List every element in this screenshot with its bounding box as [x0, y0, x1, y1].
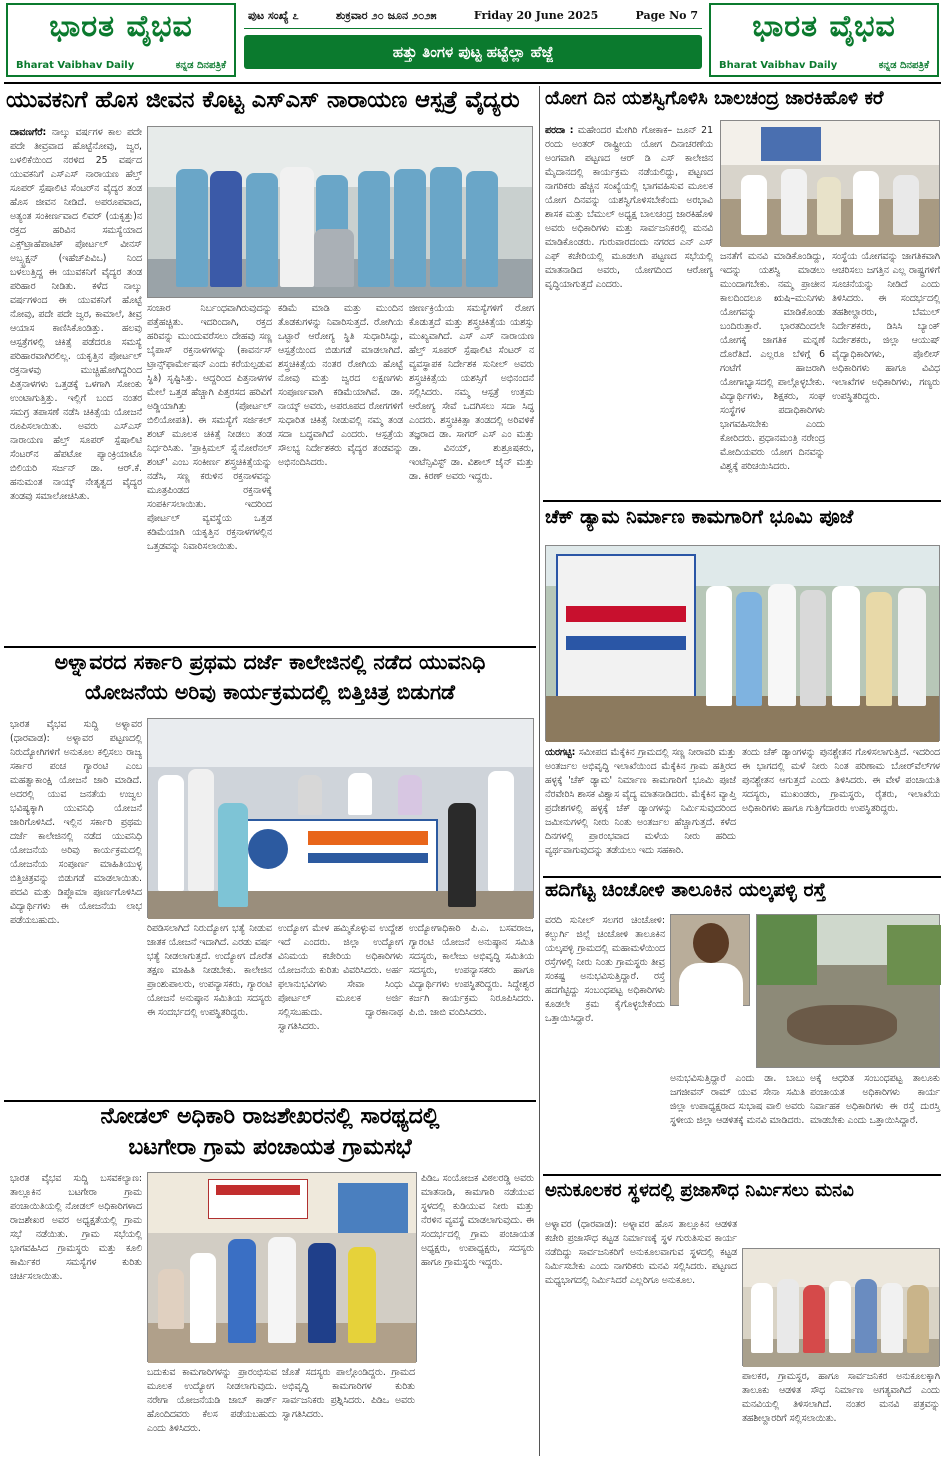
- a6-bottom-rule: [543, 1174, 941, 1176]
- logo-en: Bharat Vaibhav Daily: [16, 60, 135, 71]
- a5-body-col3: ಜೊತೆ ಸದಸ್ಯರು ಪಾಲ್ಗೊಂಡಿದ್ದರು. ಗ್ರಾಮದ ಅಭಿವೃದ್ಧಿ ಕಾಮಗಾರಿಗಳ ಕುರಿತು ಸಾರ್ವಜನಿಕರು ಪ್ರಶ್ನಿಸಿದರು. ಪಿಡಿಒ ಅವರು ಸ್ವಾಗತಿಸಿದರು.: [282, 1367, 415, 1420]
- a2-text-col1: ಮಹೇಂದರ ಮೇಗಿರಿ ಗೋಕಾಕ– ಜೂನ್ 21 ರಂದು ಅಂತರ್ ರಾಷ್ಟ್ರೀಯ ಯೋಗ ದಿನಾಚರಣೆಯ ಅಂಗವಾಗಿ ಪಟ್ಟಣದ ಆರ್ ಡಿ ಎಸ್ ಕಾಲೇಜಿನ ಮೈದಾನದಲ್ಲಿ ಕಾರ್ಯಕ್ರಮ ನಡೆಯಲಿದ್ದು, ಪಟ್ಟಣದ ನಾಗರಿಕರು ಹೆಚ್ಚಿನ ಸಂಖ್ಯೆಯಲ್ಲಿ ಭಾಗವಹಿಸುವ ಮೂಲಕ ಯೋಗ ದಿನವನ್ನು ಯಶಸ್ವಿಗೊಳಿಸಬೇಕೆಂದು ಅರಭಾವಿ ಶಾಸಕ ಮತ್ತು ಬೆಮುಲ್ ಅಧ್ಯಕ್ಷ ಬಾಲಚಂದ್ರ ಜಾರಕಿಹೊಳಿ ಅವರು ಅಧಿಕಾರಿಗಳು ಮತ್ತು ಸಾರ್ವಜನಿಕರಲ್ಲಿ ಮನವಿ ಮಾಡಿಕೊಂಡರು. ಗುರುವಾರದಂದು ನಗರದ ಎನ್ ಎಸ್ ಎಫ್ ಕಚೇರಿಯಲ್ಲಿ ಮೂಡಲಗಿ ಪಟ್ಟಣದ ಸಭೆಯಲ್ಲಿ ಮಾತನಾಡಿದ ಅವರು, ಯೋಗದಿಂದ ಆರೋಗ್ಯ ವೃದ್ಧಿಯಾಗುತ್ತದೆ ಎಂದರು.: [545, 125, 713, 290]
- a1-photo-doctors: [147, 126, 533, 298]
- a7-headline: ಅನುಕೂಲಕರ ಸ್ಥಳದಲ್ಲಿ ಪ್ರಜಾಸೌಧ ನಿರ್ಮಿಸಲು ಮನವಿ: [545, 1180, 854, 1201]
- a1-body-col2: ಸಂಚಾರ ನಿರ್ಬಂಧವಾಗಿರುವುದನ್ನು ಪತ್ತೆಹಚ್ಚಿತು. ಇದರಿಂದಾಗಿ, ರಕ್ತದ ಹರಿವನ್ನು ಮುಂದುವರೆಸಲು ದೇಹವು ಸಣ್ಣ ಬೈಪಾಸ್ ರಕ್ತನಾಳಗಳನ್ನು (ಕಾವರ್ನಸ್ ಟ್ರಾನ್ಸ್‌ಫಾರ್ಮೇಷನ್ ಎಂದು ಕರೆಯಲ್ಪಡುವ ಸ್ಥಿತಿ) ಸೃಷ್ಟಿಸಿತ್ತು. ಆದ್ದರಿಂದ ಪಿತ್ತನಾಳಗಳ ಮೇಲೆ ಒತ್ತಡ ಹೆಚ್ಚಾಗಿ ಪಿತ್ತರಸದ ಹರಿವಿಗೆ ಅಡ್ಡಿಯಾಗಿತ್ತು (ಪೋರ್ಟಲ್ ಬಿಲಿಯೋಪತಿ). ಈ ಸಮಸ್ಯೆಗೆ ಸರ್ಜಿಕಲ್ ಶಂಟ್ ಮೂಲಕ ಚಿಕಿತ್ಸೆ ನೀಡಲು ತಂಡ ನಿರ್ಧರಿಸಿತು. 'ಪ್ರಾಕ್ಸಿಮಲ್ ಸ್ಪ್ಲೆನೋರೆನಲ್ ಶಂಟ್' ಎಂಬ ಸಂಕೀರ್ಣ ಶಸ್ತ್ರಚಿಕಿತ್ಸೆಯನ್ನು ನಡೆಸಿ, ಸಣ್ಣ ಕರುಳಿನ ರಕ್ತನಾಳವನ್ನು ಮೂತ್ರಪಿಂಡದ ರಕ್ತನಾಳಕ್ಕೆ ಸಂಪರ್ಕಿಸಲಾಯಿತು. ಇದರಿಂದ ಪೋರ್ಟಲ್ ವ್ಯವಸ್ಥೆಯ ಒತ್ತಡ ಕಡಿಮೆಯಾಗಿ ಯಕೃತ್ತಿನ ರಕ್ತನಾಳಗಳಲ್ಲಿನ ಒತ್ತಡವನ್ನು ನಿವಾರಿಸಲಾಯಿತು.: [147, 303, 272, 552]
- issue-number: ಪುಟ ಸಂಖ್ಯೆ ೭: [248, 8, 299, 22]
- a4-headline-line2: ಯೋಜನೆಯ ಅರಿವು ಕಾರ್ಯಕ್ರಮದಲ್ಲಿ ಬಿತ್ತಿಚಿತ್ರ ಬಿಡುಗಡೆ: [85, 680, 455, 704]
- a3-body-col2: ತಂದು ಚೆಕ್ ಡ್ಯಾಂಗಳನ್ನು ಪುನಶ್ಚೇತನ ಗೊಳಿಸಲಾಗುತ್ತಿದೆ. ಇದರಿಂದ ಈ ಭಾಗದಲ್ಲಿ ಮಳೆ ನೀರು ನಿಂತ ಪರಿಣಾಮ ಬೋರ್‌ವೆಲ್‌ಗಳ ಪುನಶ್ಚೇತನ ಆಗುತ್ತದೆ ಎಂದು ತಿಳಿಸಿದರು. ಈ ವೇಳೆ ಪಂಚಾಯತಿ ಸದಸ್ಯರು, ಮುಖಂಡರು, ಗ್ರಾಮಸ್ಥರು, ರೈತರು, ಇಲಾಖೆಯ ಅಧಿಕಾರಿಗಳು ಹಾಗೂ ಗುತ್ತಿಗೆದಾರರು ಉಪಸ್ಥಿತರಿದ್ದರು.: [742, 747, 940, 814]
- a3-body-col1: [545, 746, 736, 874]
- a6-body-col3: ಅಕ್ಕೆ ಆಧರಿತ ಸಂಬಂಧಪಟ್ಟ ತಾಲೂಕು ಪಂಚಾಯತ ಅಧಿಕಾರಿಗಳು ಕಾರ್ಯ ನಿರ್ವಾಹಕ ಅಧಿಕಾರಿಗಳು ಈ ರಸ್ತೆ ದುರಸ್ತಿ ಮಾಡಬೇಕು ಎಂದು ಒತ್ತಾಯಿಸಿದ್ದಾರೆ.: [810, 1073, 940, 1126]
- a2-body-col1: [545, 124, 713, 318]
- logo-en: Bharat Vaibhav Daily: [719, 60, 838, 71]
- a7-photo-petition: [742, 1248, 940, 1366]
- masthead: [0, 0, 945, 80]
- column-divider: [539, 86, 540, 1456]
- logo-kn: ಕನ್ನಡ ದಿನಪತ್ರಿಕೆ: [878, 60, 929, 71]
- a1-text-col1: ನಾಲ್ಕು ವರ್ಷಗಳ ಕಾಲ ಪದೇ ಪದೇ ತೀವ್ರವಾದ ಹೊಟ್ಟೆನೋವು, ಜ್ವರ, ಬಳಲಿಕೆಯಿಂದ ನರಳಿದ 25 ವರ್ಷದ ಯುವಕನಿಗೆ ಎಸ್‌ಎಸ್ ನಾರಾಯಣ ಹೆಲ್ತ್ ಸೂಪರ್ ಸ್ಪೆಷಾಲಿಟಿ ಸೆಂಟರ್‌ನ ವೈದ್ಯರ ತಂಡ ಹೊಸ ಜೀವನ ನೀಡಿದೆ. ಅಪರೂಪವಾದ, ಅತ್ಯಂತ ಸಂಕೀರ್ಣವಾದ ಲಿವರ್ (ಯಕೃತ್ತು)ನ ರಕ್ತದ ಹರಿವಿನ ಸಮಸ್ಯೆಯಾದ ಎಕ್ಸ್‌ಟ್ರಾಹೆಪಾಟಿಕ್ ಪೋರ್ಟಲ್ ವೀನಸ್ ಅಬ್ಸ್ಟ್ರಕ್ಷನ್ (ಇಹೆಚ್‌ಪಿವಿಒ) ನಿಂದ ಬಳಲುತ್ತಿದ್ದ ಈ ಯುವಕನಿಗೆ ವೈದ್ಯರ ತಂಡ ಪರಿಹಾರ ನೀಡಿತು. ಕಳೆದ ನಾಲ್ಕು ವರ್ಷಗಳಿಂದ ಈ ಯುವಕನಿಗೆ ಹೊಟ್ಟೆ ನೋವು, ಪದೇ ಪದೇ ಜ್ವರ, ಕಾಮಾಲೆ, ತೀವ್ರ ಆಯಾಸ ಕಾಣಿಸಿಕೊಂಡಿತ್ತು. ಹಲವು ಆಸ್ಪತ್ರೆಗಳಲ್ಲಿ ಚಿಕಿತ್ಸೆ ಪಡೆದರೂ ಸಮಸ್ಯೆ ಪರಿಹಾರವಾಗಿರಲಿಲ್ಲ. ಯಕೃತ್ತಿನ ಪೋರ್ಟಲ್ ರಕ್ತನಾಳವು ಮುಚ್ಚಿಹೋಗಿದ್ದರಿಂದ ಪಿತ್ತನಾಳಗಳು ಒತ್ತಡಕ್ಕೆ ಒಳಗಾಗಿ ಸೋಂಕು ಉಂಟಾಗುತ್ತಿತ್ತು. ಇಲ್ಲಿಗೆ ಬಂದ ನಂತರ ಸಮಗ್ರ ತಪಾಸಣೆ ನಡೆಸಿ ಚಿಕಿತ್ಸೆಯ ಯೋಜನೆ ರೂಪಿಸಲಾಯಿತು. ಅವರು ಎಸ್‌ಎಸ್ ನಾರಾಯಣ ಹೆಲ್ತ್ ಸೂಪರ್ ಸ್ಪೆಷಾಲಿಟಿ ಸೆಂಟರ್‌ನ ಹೆಪಟೋ ಪ್ಯಾಂಕ್ರಿಯಾಟೊ ಬಿಲಿಯರಿ ಸರ್ಜನ್ ಡಾ. ಆರ್.ಕೆ. ಹನುಮಂತ ನಾಯ್ಕ್ ನೇತೃತ್ವದ ವೈದ್ಯರ ತಂಡವು ಸಮಾಲೋಚಿಸಿತು.: [10, 127, 142, 502]
- logo-title: ಭಾರತ ವೈಭವ: [752, 9, 896, 44]
- a2-body-col3: ಸಂಸ್ಥೆಯ ಯೋಗವನ್ನು ಜಾಗತಿಕವಾಗಿ ಆಚರಿಸಲು ಜಗತ್ತಿನ ಎಲ್ಲ ರಾಷ್ಟ್ರಗಳಿಗೆ ಸೂಚನೆಯನ್ನು ನೀಡಿದೆ ಎಂದು ತಿಳಿಸಿದರು. ಈ ಸಂದರ್ಭದಲ್ಲಿ ತಹಶೀಲ್ದಾರರು, ಬೆಮುಲ್ ನಿರ್ದೇಶಕರು, ಡಿಸಿಸಿ ಬ್ಯಾಂಕ್ ನಿರ್ದೇಶಕರು, ಜಿಲ್ಲಾ ಆಯುಷ್ ವೈದ್ಯಾಧಿಕಾರಿಗಳು, ಪೊಲೀಸ್ ಅಧಿಕಾರಿಗಳು ಹಾಗೂ ವಿವಿಧ ಇಲಾಖೆಗಳ ಅಧಿಕಾರಿಗಳು, ಗಣ್ಯರು ಉಪಸ್ಥಿತರಿದ್ದರು.: [832, 251, 940, 402]
- logo-left: [6, 3, 236, 77]
- a2-photo-meeting: [720, 120, 940, 246]
- a6-body-col2: ಅನುಭವಿಸುತ್ತಿದ್ದಾರೆ ಎಂದು ಡಾ. ಬಾಬು ಜಗಜೀವನ್ ರಾಮ್ ಯುವ ಸೇನಾ ಸಮಿತಿ ಜಿಲ್ಲಾ ಉಪಾಧ್ಯಕ್ಷರಾದ ಸುಭಾಷ ವಾಲಿ ಅವರು ಸ್ಥಳೀಯ ಜಿಲ್ಲಾ ಆಡಳಿತಕ್ಕೆ ಮನವಿ ಮಾಡಿದರು.: [670, 1073, 805, 1126]
- a1-body-col1b: [10, 458, 142, 644]
- a3-text-col1: ಸಮೀಪದ ಮೆಕ್ಕೆಕಿನ ಗ್ರಾಮದಲ್ಲಿ ಸಣ್ಣ ನೀರಾವರಿ ಮತ್ತು ಅಂತರ್ಜಲ ಅಭಿವೃದ್ಧಿ ಇಲಾಖೆಯಿಂದ ಮೆಕ್ಕೆಕಿನ ಗ್ರಾಮ ಹತ್ತಿರದ ಹಳ್ಳಕ್ಕೆ 'ಚೆಕ್ ಡ್ಯಾಮ' ನಿರ್ಮಾಣ ಕಾಮಗಾರಿಗೆ ಭೂಮಿ ಪೂಜೆ ನೆರವೇರಿಸಿ ಶಾಸಕ ವಿಶ್ವಾಸ ವೈದ್ಯ ಮಾತನಾಡಿದರು. ಮೆಕ್ಕೆಕಿನ ವ್ಯಾಪ್ತಿ ಪ್ರದೇಶಗಳಲ್ಲಿ ಹಳ್ಳಕ್ಕೆ ಚೆಕ್ ಡ್ಯಾಂಗಳನ್ನು ನಿರ್ಮಿಸುವುದರಿಂದ ಜಮೀನುಗಳಲ್ಲಿ ನೀರು ನಿಂತು ಅಂತರ್ಜಲ ಹೆಚ್ಚಾಗುತ್ತದೆ. ಕಳೆದ ದಿನಗಳಲ್ಲಿ ಪ್ರಾರಂಭವಾದ ಮಳೆಯ ನೀರು ಹರಿದು ವ್ಯರ್ಥವಾಗುವುದನ್ನು ತಡೆಯಲು ಇದು ಸಹಕಾರಿ.: [545, 747, 736, 856]
- a6-headline: ಹದಿಗೆಟ್ಟ ಚಿಂಚೋಳಿ ತಾಲೂಕಿನ ಯಲ್ಕಪಳ್ಳಿ ರಸ್ತೆ: [545, 879, 826, 901]
- a4-body-col1: [10, 718, 142, 1100]
- a3-dateline: ಯರಗಟ್ಟಿ:: [545, 747, 576, 758]
- a5-headline-line2: ಬಟಗೇರಾ ಗ್ರಾಮ ಪಂಚಾಯತ ಗ್ರಾಮಸಭೆ: [128, 1135, 412, 1160]
- a4-body-col3: ಉದ್ಯೋಗ ಮೇಳ ಹಮ್ಮಿಕೊಳ್ಳುವ ಉದ್ದೇಶ ಇದೆ ಎಂದರು. ಜಿಲ್ಲಾ ಉದ್ಯೋಗ ವಿನಿಮಯ ಕಚೇರಿಯ ಅಧಿಕಾರಿಗಳು ಯೋಜನೆಯ ಕುರಿತು ವಿವರಿಸಿದರು. ಅರ್ಹ ಫಲಾನುಭವಿಗಳು ಸೇವಾ ಸಿಂಧು ಪೋರ್ಟಲ್ ಮೂಲಕ ಅರ್ಜಿ ಸಲ್ಲಿಸಬಹುದು. ದ್ವಾರಕಾನಾಥ ಸ್ವಾಗತಿಸಿದರು.: [278, 923, 403, 1032]
- a6-body-col1: [545, 914, 665, 1122]
- a1-body-col4: ಜೀರ್ಣಕ್ರಿಯೆಯ ಸಮಸ್ಯೆಗಳಿಗೆ ರೋಗ ಕೊಡುತ್ತದೆ ಮತ್ತು ಶಸ್ತ್ರಚಿಕಿತ್ಸೆಯ ಯಶಸ್ಸು ಮುಖ್ಯವಾಗಿದೆ. ಎಸ್ ಎಸ್ ನಾರಾಯಣ ಹೆಲ್ತ್ ಸೂಪರ್ ಸ್ಪೆಷಾಲಿಟಿ ಸೆಂಟರ್ ನ ವ್ಯವಸ್ಥಾಪಕ ನಿರ್ದೇಶಕ ಸುನೀಲ್ ಅವರು ಶಸ್ತ್ರಚಿಕಿತ್ಸೆಯ ಯಶಸ್ಸಿಗೆ ಅಭಿನಂದನೆ ಸಲ್ಲಿಸಿದರು. ನಮ್ಮ ಆಸ್ಪತ್ರೆ ಉತ್ತಮ ಆರೋಗ್ಯ ಸೇವೆ ಒದಗಿಸಲು ಸದಾ ಸಿದ್ಧ ಎಂದರು. ಶಸ್ತ್ರಚಿಕಿತ್ಸಾ ತಂಡದಲ್ಲಿ ಅರಿವಳಿಕೆ ತಜ್ಞರಾದ ಡಾ. ಸಾಗರ್ ಎಸ್ ಎಂ ಮತ್ತು ಡಾ. ವಿನಯ್, ಶುಶ್ರೂಷಕರು, ಇಂಟೆನ್ಸಿವಿಸ್ಟ್ ಡಾ. ವಿಶಾಲ್ ಜೈನ್ ಮತ್ತು ಡಾ. ಕಿರಣ್ ಅವರು ಇದ್ದರು.: [409, 303, 534, 482]
- a2-body-col2: ಜನತೆಗೆ ಮನವಿ ಮಾಡಿಕೊಂಡಿದ್ದು, ಇದನ್ನು ಯಶಸ್ವಿ ಮಾಡಲು ಮುಂದಾಗಬೇಕು. ನಮ್ಮ ಪ್ರಾಚೀನ ಕಾಲದಿಂದಲೂ ಋಷಿ–ಮುನಿಗಳು ಯೋಗವನ್ನು ಮಾಡಿಕೊಂಡು ಬಂದಿರುತ್ತಾರೆ. ಭಾರತದಿಂದಲೇ ಯೋಗಕ್ಕೆ ಜಾಗತಿಕ ಮನ್ನಣೆ ದೊರೆತಿದೆ. ಎಲ್ಲರೂ ಬೆಳಿಗ್ಗೆ 6 ಗಂಟೆಗೆ ಹಾಜರಾಗಿ ಯೋಗಾಭ್ಯಾಸದಲ್ಲಿ ಪಾಲ್ಗೊಳ್ಳಬೇಕು. ವಿದ್ಯಾರ್ಥಿಗಳು, ಶಿಕ್ಷಕರು, ಸಂಘ ಸಂಸ್ಥೆಗಳ ಪದಾಧಿಕಾರಿಗಳು ಭಾಗವಹಿಸಬೇಕು ಎಂದು ಕೋರಿದರು. ಪ್ರಧಾನಮಂತ್ರಿ ನರೇಂದ್ರ ಮೋದಿಯವರು ಯೋಗ ದಿನವನ್ನು ವಿಶ್ವಕ್ಕೆ ಪರಿಚಯಿಸಿದರು.: [720, 251, 825, 472]
- a1-dateline: ದಾವಣಗೆರೆ:: [10, 127, 47, 138]
- a5-photo-gram-sabha: [147, 1172, 417, 1362]
- a3-bottom-rule: [543, 876, 941, 878]
- a3-photo-bhoomi-pooja: [545, 545, 940, 741]
- a6-photo-reporter: [670, 914, 750, 1006]
- a2-headline: ಯೋಗ ದಿನ ಯಶಸ್ವಿಗೊಳಿಸಿ ಬಾಲಚಂದ್ರ ಜಾರಕಿಹೊಳಿ ಕರೆ: [545, 88, 884, 109]
- a2-dateline: ಪರದಾ :: [545, 125, 574, 136]
- a6-photo-damaged-road: [756, 914, 940, 1068]
- masthead-center: [244, 3, 702, 77]
- a5-headline-line1: ನೋಡಲ್ ಅಧಿಕಾರಿ ರಾಜಶೇಖರನಲ್ಲಿ ಸಾರಥ್ಯದಲ್ಲಿ: [100, 1104, 440, 1129]
- a4-text-col1: ಭಾರತ ವೈಭವ ಸುದ್ದಿ ಅಳ್ನಾವರ (ಧಾರವಾಡ): ಅಳ್ನಾವರ ಪಟ್ಟಣದಲ್ಲಿ ನಿರುದ್ಯೋಗಿಗಳಿಗೆ ಅನುಕೂಲ ಕಲ್ಪಿಸಲು ರಾಜ್ಯ ಸರ್ಕಾರ ಪಂಚ ಗ್ಯಾರಂಟಿ ಎಂಬ ಮಹತ್ವಾಕಾಂಕ್ಷಿ ಯೋಜನೆ ಜಾರಿ ಮಾಡಿದೆ. ಅದರಲ್ಲಿ ಯುವ ಜನತೆಯ ಉಜ್ವಲ ಭವಿಷ್ಯಕ್ಕಾಗಿ ಯುವನಿಧಿ ಯೋಜನೆ ಜಾರಿಗೊಳಿಸಿದೆ. ಇಲ್ಲಿನ ಸರ್ಕಾರಿ ಪ್ರಥಮ ದರ್ಜೆ ಕಾಲೇಜಿನಲ್ಲಿ ನಡೆದ ಯುವನಿಧಿ ಯೋಜನೆಯ ಅರಿವು ಕಾರ್ಯಕ್ರಮದಲ್ಲಿ ಯೋಜನೆಯ ಸಂಪೂರ್ಣ ಮಾಹಿತಿಯುಳ್ಳ ಬಿತ್ತಿಚಿತ್ರವನ್ನು ಬಿಡುಗಡೆ ಮಾಡಲಾಯಿತು. ಪದವಿ ಮತ್ತು ಡಿಪ್ಲೊಮಾ ಪೂರ್ಣಗೊಳಿಸಿದ ವಿದ್ಯಾರ್ಥಿಗಳು ಈ ಯೋಜನೆಯ ಲಾಭ ಪಡೆಯಬಹುದು.: [10, 719, 142, 926]
- a4-photo-poster-release: [147, 718, 534, 918]
- a2-bottom-rule: [543, 500, 941, 502]
- a4-body-col2: ರಿಪಡಿಸಲಾಗಿದೆ ನಿರುದ್ಯೋಗ ಭತ್ಯೆ ನೀಡುವ ಜಾತಕ ಯೋಜನೆ ಇದಾಗಿದೆ. ಎರಡು ವರ್ಷ ಭತ್ಯೆ ನೀಡಲಾಗುತ್ತದೆ. ಉದ್ಯೋಗ ದೊರೆತ ತಕ್ಷಣ ಮಾಹಿತಿ ನೀಡಬೇಕು. ಕಾಲೇಜಿನ ಪ್ರಾಂಶುಪಾಲರು, ಉಪನ್ಯಾಸಕರು, ಗ್ಯಾರಂಟಿ ಯೋಜನೆ ಅನುಷ್ಠಾನ ಸಮಿತಿಯ ಸದಸ್ಯರು ಈ ಸಂದರ್ಭದಲ್ಲಿ ಉಪಸ್ಥಿತರಿದ್ದರು.: [147, 923, 272, 1018]
- logo-subtitle: [16, 60, 226, 71]
- a3-headline: ಚೆಕ್ ಡ್ಯಾಮ ನಿರ್ಮಾಣ ಕಾಮಗಾರಿಗೆ ಭೂಮಿ ಪೂಜೆ: [545, 506, 854, 528]
- a4-bottom-rule: [4, 1100, 536, 1102]
- a5-body-col4: ಪಿಡಿಒ ಸಂಯೋಜಕ ವಿಠಲರಡ್ಡಿ ಅವರು ಮಾತನಾಡಿ, ಕಾಮಗಾರಿ ನಡೆಯುವ ಸ್ಥಳದಲ್ಲಿ ಕುಡಿಯುವ ನೀರು ಮತ್ತು ನೆರಳಿನ ವ್ಯವಸ್ಥೆ ಮಾಡಲಾಗುವುದು. ಈ ಸಂದರ್ಭದಲ್ಲಿ ಗ್ರಾಮ ಪಂಚಾಯತ ಅಧ್ಯಕ್ಷರು, ಉಪಾಧ್ಯಕ್ಷರು, ಸದಸ್ಯರು ಹಾಗೂ ಗ್ರಾಮಸ್ಥರು ಇದ್ದರು.: [421, 1173, 534, 1268]
- a4-body-col4: ಉದ್ಯೋಗಾಧಿಕಾರಿ ಪಿ.ಎ. ಬಸವರಾಜ, ಗ್ಯಾರಂಟಿ ಯೋಜನೆ ಅನುಷ್ಠಾನ ಸಮಿತಿ ಸದಸ್ಯರು, ಕಾಲೇಜು ಅಭಿವೃದ್ಧಿ ಸಮಿತಿಯ ಸದಸ್ಯರು, ಉಪನ್ಯಾಸಕರು ಹಾಗೂ ವಿದ್ಯಾರ್ಥಿಗಳು ಉಪಸ್ಥಿತರಿದ್ದರು. ಸಿದ್ದೇಶ್ವರ ಕರ್ಜಗಿ ಕಾರ್ಯಕ್ರಮ ನಿರೂಪಿಸಿದರು. ಪಿ.ಬಿ. ಜಾಬಿ ವಂದಿಸಿದರು.: [409, 923, 534, 1018]
- a1-body-col1: [10, 126, 142, 502]
- masthead-rule: [4, 82, 941, 84]
- a5-text-col1: ಭಾರತ ವೈಭವ ಸುದ್ದಿ ಬಸವಕಲ್ಯಾಣ: ತಾಲ್ಲೂಕಿನ ಬಟಗೇರಾ ಗ್ರಾಮ ಪಂಚಾಯಿತಿಯಲ್ಲಿ ನೋಡಲ್ ಅಧಿಕಾರಿಗಳಾದ ರಾಜಶೇಖರ ಅವರ ಅಧ್ಯಕ್ಷತೆಯಲ್ಲಿ ಗ್ರಾಮ ಸಭೆ ನಡೆಯಿತು. ಗ್ರಾಮ ಸಭೆಯಲ್ಲಿ ಭಾಗವಹಿಸಿದ ಗ್ರಾಮಸ್ಥರು ಮತ್ತು ಕೂಲಿ ಕಾರ್ಮಿಕರ ಸಮಸ್ಯೆಗಳ ಕುರಿತು ಚರ್ಚಿಸಲಾಯಿತು.: [10, 1173, 142, 1282]
- a5-body-col1: [10, 1172, 142, 1454]
- logo-title: ಭಾರತ ವೈಭವ: [49, 9, 193, 44]
- logo-subtitle: [719, 60, 929, 71]
- page-number: Page No 7: [635, 9, 698, 22]
- logo-kn: ಕನ್ನಡ ದಿನಪತ್ರಿಕೆ: [175, 60, 226, 71]
- a7-body-col2: ಪಾಲಕರ, ಗ್ರಾಮಸ್ಥರ, ಹಾಗೂ ಸಾರ್ವಜನಿಕರ ಅನುಕೂಲಕ್ಕಾಗಿ ತಾಲೂಕು ಆಡಳಿತ ಸೌಧ ನಿರ್ಮಾಣ ಅಗತ್ಯವಾಗಿದೆ ಎಂದು ಮನವಿಯಲ್ಲಿ ತಿಳಿಸಲಾಗಿದೆ. ನಂತರ ಮನವಿ ಪತ್ರವನ್ನು ತಹಶೀಲ್ದಾರರಿಗೆ ಸಲ್ಲಿಸಲಾಯಿತು.: [742, 1371, 940, 1424]
- a1-bottom-rule: [4, 646, 536, 648]
- a6-text-col1: ವರದಿ ಸುನೀಲ್ ಸಲಗರ ಚಿಂಚೋಳಿ: ಕಲ್ಬುರ್ಗಿ ಜಿಲ್ಲೆ ಚಿಂಚೋಳಿ ತಾಲೂಕಿನ ಯಲ್ಕಪಳ್ಳಿ ಗ್ರಾಮದಲ್ಲಿ ಮಹಾಮಳೆಯಿಂದ ರಸ್ತೆಗಳಲ್ಲಿ ನೀರು ನಿಂತು ಗ್ರಾಮಸ್ಥರು ತೀವ್ರ ಸಂಕಷ್ಟ ಅನುಭವಿಸುತ್ತಿದ್ದಾರೆ. ರಸ್ತೆ ಹದಗೆಟ್ಟಿದ್ದು ಸಂಬಂಧಪಟ್ಟ ಅಧಿಕಾರಿಗಳು ಕೂಡಲೇ ಕ್ರಮ ಕೈಗೊಳ್ಳಬೇಕೆಂದು ಒತ್ತಾಯಿಸಿದ್ದಾರೆ.: [545, 915, 665, 1024]
- a7-text-col1: ಅಳ್ನಾವರ (ಧಾರವಾಡ): ಅಳ್ನಾವರ ಹೊಸ ತಾಲ್ಲೂಕಿನ ಆಡಳಿತ ಕಚೇರಿ ಪ್ರಜಾಸೌಧ ಕಟ್ಟಡ ನಿರ್ಮಾಣಕ್ಕೆ ಸ್ಥಳ ಗುರುತಿಸುವ ಕಾರ್ಯ ನಡೆದಿದ್ದು ಸಾರ್ವಜನಿಕರಿಗೆ ಅನುಕೂಲವಾಗುವ ಸ್ಥಳದಲ್ಲಿ ಕಟ್ಟಡ ನಿರ್ಮಿಸಬೇಕು ಎಂದು ನಾಗರಿಕರು ಮನವಿ ಸಲ್ಲಿಸಿದರು. ಪಟ್ಟಣದ ಮಧ್ಯಭಾಗದಲ್ಲಿ ನಿರ್ಮಿಸಿದರೆ ಎಲ್ಲರಿಗೂ ಅನುಕೂಲ.: [545, 1219, 737, 1286]
- a2-body-col1b: [545, 322, 713, 498]
- logo-right: [709, 3, 939, 77]
- date-kannada: ಶುಕ್ರವಾರ ೨೦ ಜೂನ ೨೦೨೫: [335, 8, 437, 22]
- a1-headline: ಯುವಕನಿಗೆ ಹೊಸ ಜೀವನ ಕೊಟ್ಟ ಎಸ್‌ಎಸ್ ನಾರಾಯಣ ಆಸ್ಪತ್ರೆ ವೈದ್ಯರು: [6, 87, 520, 113]
- tagline: ಹತ್ತು ತಿಂಗಳ ಪುಟ್ಟ ಹಟ್ಟೆಲ್ಲಾ ಹೆಜ್ಜೆ: [244, 35, 702, 69]
- a4-headline-line1: ಅಳ್ನಾವರದ ಸರ್ಕಾರಿ ಪ್ರಥಮ ದರ್ಜೆ ಕಾಲೇಜಿನಲ್ಲಿ ನಡೆದ ಯುವನಿಧಿ: [54, 650, 486, 674]
- a7-body-col1: [545, 1218, 737, 1454]
- a5-body-col2: ಬದುಕುವ ಕಾಮಗಾರಿಗಳನ್ನು ಪ್ರಾರಂಭಿಸುವ ಮೂಲಕ ಉದ್ಯೋಗ ನೀಡಲಾಗುವುದು. ನರೇಗಾ ಯೋಜನೆಯಡಿ ಜಾಬ್ ಕಾರ್ಡ್ ಹೊಂದಿದವರು ಕೆಲಸ ಪಡೆಯಬಹುದು ಎಂದು ತಿಳಿಸಿದರು.: [147, 1367, 277, 1434]
- date-english: Friday 20 June 2025: [473, 9, 599, 22]
- issue-info: [244, 3, 702, 29]
- a1-body-col3: ಕಡಿಮೆ ಮಾಡಿ ಮತ್ತು ಮುಂದಿನ ತೊಡಕುಗಳನ್ನು ನಿವಾರಿಸುತ್ತದೆ. ರೋಗಿಯ ಒಟ್ಟಾರೆ ಆರೋಗ್ಯ ಸ್ಥಿತಿ ಸುಧಾರಿಸಿದ್ದು, ಆಸ್ಪತ್ರೆಯಿಂದ ಬಿಡುಗಡೆ ಮಾಡಲಾಗಿದೆ. ಶಸ್ತ್ರಚಿಕಿತ್ಸೆಯ ನಂತರ ರೋಗಿಯ ಹೊಟ್ಟೆ ನೋವು ಮತ್ತು ಜ್ವರದ ಲಕ್ಷಣಗಳು ಸಂಪೂರ್ಣವಾಗಿ ಕಡಿಮೆಯಾಗಿವೆ. ಡಾ. ನಾಯ್ಕ್ ಅವರು, ಅಪರೂಪದ ರೋಗಗಳಿಗೆ ಸುಧಾರಿತ ಚಿಕಿತ್ಸೆ ನೀಡುವಲ್ಲಿ ನಮ್ಮ ತಂಡ ಸದಾ ಬದ್ಧವಾಗಿದೆ ಎಂದರು. ಆಸ್ಪತ್ರೆಯ ಸೌಲಭ್ಯ ನಿರ್ದೇಶಕರು ವೈದ್ಯರ ತಂಡವನ್ನು ಅಭಿನಂದಿಸಿದರು.: [278, 303, 403, 468]
